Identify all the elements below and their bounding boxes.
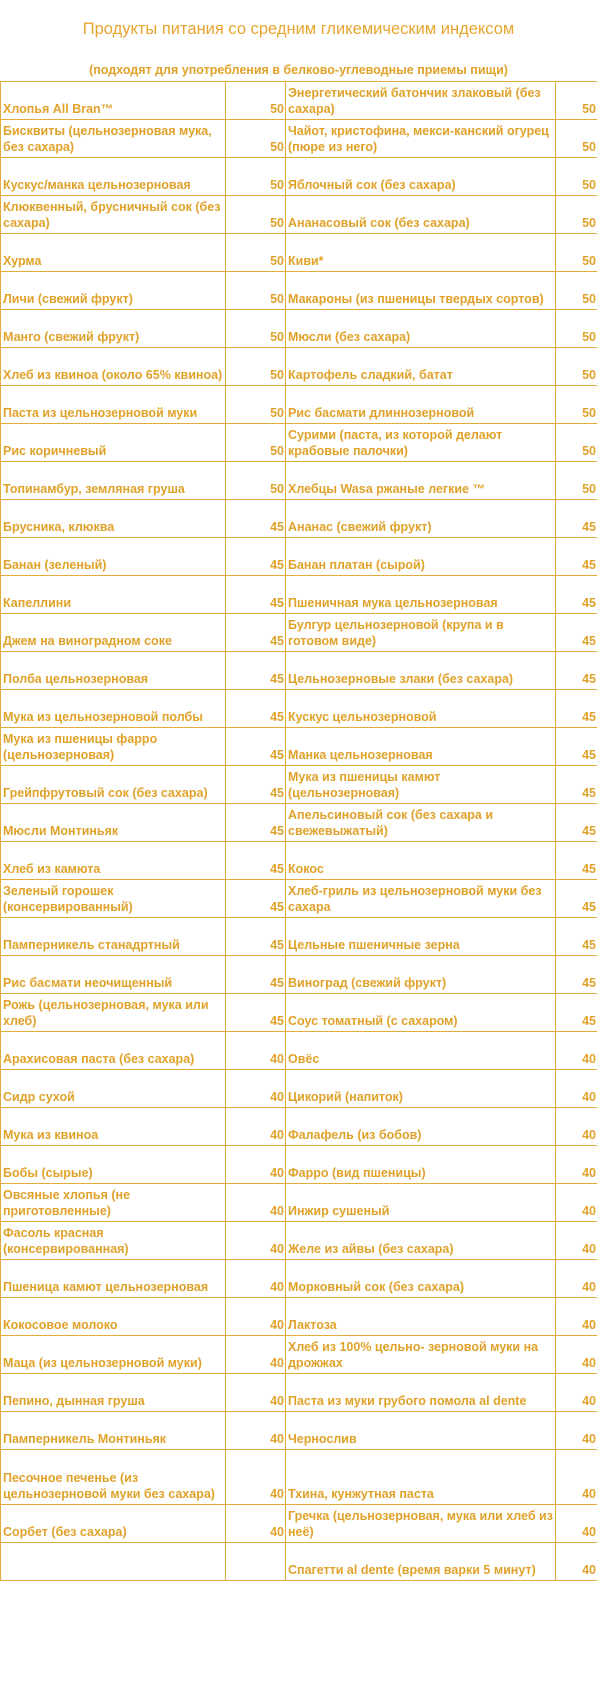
food-name-right: Пшеничная мука цельнозерновая [286,576,556,614]
gi-value-left: 45 [226,880,286,918]
table-row [1,880,597,918]
gi-value-left: 45 [226,500,286,538]
gi-value-left: 45 [226,804,286,842]
gi-value-right: 40 [556,1222,597,1260]
gi-value-right: 50 [556,120,597,158]
food-name-right: Киви* [286,234,556,272]
gi-value-right: 40 [556,1412,597,1450]
table-row [1,500,597,538]
gi-value-left: 45 [226,538,286,576]
gi-value-right: 40 [556,1298,597,1336]
food-name-left: Манго (свежий фрукт) [1,310,226,348]
food-name-right: Манка цельнозерновая [286,728,556,766]
gi-value-right: 40 [556,1146,597,1184]
page-title: Продукты питания со средним гликемическим индексом [82,20,515,38]
gi-value-left: 45 [226,652,286,690]
gi-value-right: 40 [556,1543,597,1581]
table-row [1,310,597,348]
gi-value-right: 50 [556,272,597,310]
food-name-left: Мука из пшеницы фарро (цельнозерновая) [1,728,226,766]
gi-value-right: 40 [556,1260,597,1298]
gi-value-left: 50 [226,424,286,462]
food-name-right: Чернослив [286,1412,556,1450]
food-name-right: Макароны (из пшеницы твердых сортов) [286,272,556,310]
gi-value-left: 50 [226,158,286,196]
food-name-left: Фасоль красная (консервированная) [1,1222,226,1260]
food-name-left: Бисквиты (цельнозерновая мука, без сахара) [1,120,226,158]
gi-value-left: 40 [226,1070,286,1108]
food-name-left: Полба цельнозерновая [1,652,226,690]
food-name-left: Пепино, дынная груша [1,1374,226,1412]
table-row [1,1260,597,1298]
food-name-left: Паста из цельнозерновой муки [1,386,226,424]
table-row [1,918,597,956]
food-name-left: Кокосовое молоко [1,1298,226,1336]
food-name-right: Фалафель (из бобов) [286,1108,556,1146]
table-row [1,1146,597,1184]
gi-value-left: 40 [226,1146,286,1184]
food-name-left: Маца (из цельнозерновой муки) [1,1336,226,1374]
table-row [1,348,597,386]
table-row [1,120,597,158]
table-row [1,1543,597,1581]
gi-value-left: 45 [226,728,286,766]
table-row [1,1505,597,1543]
gi-value-right: 50 [556,234,597,272]
food-name-right: Желе из айвы (без сахара) [286,1222,556,1260]
table-row [1,1374,597,1412]
table-row [1,842,597,880]
food-name-left: Джем на виноградном соке [1,614,226,652]
food-name-right: Инжир сушеный [286,1184,556,1222]
gi-value-left: 50 [226,120,286,158]
food-name-left: Пшеница камют цельнозерновая [1,1260,226,1298]
food-name-right: Яблочный сок (без сахара) [286,158,556,196]
food-name-right: Цельные пшеничные зерна [286,918,556,956]
gi-value-right: 50 [556,82,597,120]
table-row [1,386,597,424]
gi-value-left: 40 [226,1184,286,1222]
food-name-right: Спагетти al dente (время варки 5 минут) [286,1543,556,1581]
gi-value-left: 40 [226,1032,286,1070]
table-row [1,994,597,1032]
food-name-left: Песочное печенье (из цельнозерновой муки без сахара) [1,1450,226,1505]
gi-value-right: 45 [556,500,597,538]
food-name-left: Клюквенный, брусничный сок (без сахара) [1,196,226,234]
food-name-left: Хлеб из квиноа (около 65% квиноа) [1,348,226,386]
food-name-left: Рожь (цельнозерновая, мука или хлеб) [1,994,226,1032]
food-name-left: Брусника, клюква [1,500,226,538]
gi-value-right: 40 [556,1450,597,1505]
gi-value-left: 50 [226,272,286,310]
gi-value-left: 50 [226,386,286,424]
gi-value-right: 50 [556,424,597,462]
food-name-right: Булгур цельнозерновой (крупа и в готовом виде) [286,614,556,652]
gi-value-right: 45 [556,804,597,842]
gi-value-right: 45 [556,728,597,766]
gi-value-right: 45 [556,918,597,956]
gi-value-left: 50 [226,196,286,234]
gi-value-right: 40 [556,1070,597,1108]
food-name-right: Кокос [286,842,556,880]
food-name-right: Чайот, кристофина, мекси-канский огурец (пюре из него) [286,120,556,158]
table-row [1,956,597,994]
gi-value-left: 40 [226,1374,286,1412]
food-name-left: Сорбет (без сахара) [1,1505,226,1543]
table-row [1,1450,597,1505]
gi-value-right: 40 [556,1032,597,1070]
food-name-right: Соус томатный (с сахаром) [286,994,556,1032]
food-name-left: Памперникель Монтиньяк [1,1412,226,1450]
gi-value-right: 50 [556,348,597,386]
food-name-right: Паста из муки грубого помола al dente [286,1374,556,1412]
food-name-left: Хлеб из камюта [1,842,226,880]
gi-value-right: 50 [556,158,597,196]
food-name-right: Энергетический батончик злаковый (без сахара) [286,82,556,120]
gi-value-right: 45 [556,614,597,652]
gi-value-left: 45 [226,918,286,956]
table-row [1,728,597,766]
food-name-right: Виноград (свежий фрукт) [286,956,556,994]
gi-value-right: 50 [556,462,597,500]
table-row [1,576,597,614]
food-name-left: Сидр сухой [1,1070,226,1108]
food-name-right: Картофель сладкий, батат [286,348,556,386]
table-row [1,1412,597,1450]
gi-table-body [1,82,597,1581]
gi-value-right: 45 [556,576,597,614]
food-name-right: Мюсли (без сахара) [286,310,556,348]
food-name-left: Капеллини [1,576,226,614]
food-name-right: Лактоза [286,1298,556,1336]
gi-value-left: 40 [226,1505,286,1543]
gi-table [0,81,597,1581]
gi-value-left: 40 [226,1336,286,1374]
gi-value-right: 50 [556,386,597,424]
food-name-left: Бобы (сырые) [1,1146,226,1184]
table-row [1,1108,597,1146]
table-row [1,766,597,804]
gi-value-left: 45 [226,842,286,880]
gi-value-right: 50 [556,196,597,234]
gi-value-right: 45 [556,880,597,918]
table-row [1,272,597,310]
food-name-right: Тхина, кунжутная паста [286,1450,556,1505]
food-name-right: Кускус цельнозерновой [286,690,556,728]
food-name-left: Зеленый горошек (консервированный) [1,880,226,918]
table-row [1,1070,597,1108]
gi-value-right: 40 [556,1184,597,1222]
gi-value-right: 45 [556,766,597,804]
food-name-right: Ананасовый сок (без сахара) [286,196,556,234]
food-name-right: Хлебцы Wasa ржаные легкие ™ [286,462,556,500]
table-row [1,1222,597,1260]
table-row [1,1032,597,1070]
food-name-left: Топинамбур, земляная груша [1,462,226,500]
table-row [1,158,597,196]
gi-value-right: 45 [556,538,597,576]
table-row [1,424,597,462]
table-row [1,1336,597,1374]
food-name-left: Мюсли Монтиньяк [1,804,226,842]
gi-value-right: 40 [556,1336,597,1374]
gi-value-left: 50 [226,234,286,272]
gi-value-left: 40 [226,1412,286,1450]
food-name-right: Овёс [286,1032,556,1070]
table-row [1,1298,597,1336]
gi-value-left: 45 [226,994,286,1032]
food-name-left: Мука из квиноа [1,1108,226,1146]
table-row [1,462,597,500]
food-name-right: Хлеб-гриль из цельнозерновой муки без сахара [286,880,556,918]
gi-value-left: 45 [226,576,286,614]
gi-value-left: 40 [226,1260,286,1298]
gi-value-left: 50 [226,82,286,120]
food-name-right: Морковный сок (без сахара) [286,1260,556,1298]
food-name-right: Апельсиновый сок (без сахара и свежевыжатый) [286,804,556,842]
gi-value-right: 45 [556,690,597,728]
gi-value-right: 45 [556,994,597,1032]
food-name-left: Мука из цельнозерновой полбы [1,690,226,728]
food-name-left: Грейпфрутовый сок (без сахара) [1,766,226,804]
gi-value-left: 50 [226,310,286,348]
gi-value-right: 45 [556,842,597,880]
gi-value-left: 40 [226,1298,286,1336]
table-row [1,804,597,842]
page-subtitle: (подходят для употребления в белково-углеводные приемы пищи) [89,63,508,77]
gi-value-left: 40 [226,1222,286,1260]
gi-value-right: 45 [556,956,597,994]
gi-value-right: 50 [556,310,597,348]
food-name-left: Арахисовая паста (без сахара) [1,1032,226,1070]
table-row [1,196,597,234]
food-name-left: Личи (свежий фрукт) [1,272,226,310]
table-row [1,82,597,120]
food-name-right: Хлеб из 100% цельно- зерновой муки на дрожжах [286,1336,556,1374]
gi-value-left: 45 [226,956,286,994]
food-name-right: Ананас (свежий фрукт) [286,500,556,538]
food-name-right: Мука из пшеницы камют (цельнозерновая) [286,766,556,804]
gi-value-left: 45 [226,614,286,652]
food-name-left: Хурма [1,234,226,272]
food-name-left [1,1543,226,1581]
gi-value-left: 45 [226,690,286,728]
gi-value-right: 45 [556,652,597,690]
food-name-right: Сурими (паста, из которой делают крабовые палочки) [286,424,556,462]
food-name-left: Рис басмати неочищенный [1,956,226,994]
gi-value-right: 40 [556,1505,597,1543]
food-name-left: Хлопья All Bran™ [1,82,226,120]
gi-value-right: 40 [556,1108,597,1146]
table-row [1,652,597,690]
table-row [1,538,597,576]
food-name-right: Цельнозерновые злаки (без сахара) [286,652,556,690]
food-name-right: Цикорий (напиток) [286,1070,556,1108]
food-name-left: Кускус/манка цельнозерновая [1,158,226,196]
table-row [1,1184,597,1222]
table-row [1,234,597,272]
food-name-left: Рис коричневый [1,424,226,462]
table-row [1,614,597,652]
food-name-right: Фарро (вид пшеницы) [286,1146,556,1184]
food-name-right: Рис басмати длиннозерновой [286,386,556,424]
gi-value-right: 40 [556,1374,597,1412]
gi-value-left: 45 [226,766,286,804]
food-name-right: Гречка (цельнозерновая, мука или хлеб из неё) [286,1505,556,1543]
table-row [1,690,597,728]
food-name-left: Памперникель станадртный [1,918,226,956]
gi-value-left [226,1543,286,1581]
gi-value-left: 50 [226,462,286,500]
food-name-right: Банан платан (сырой) [286,538,556,576]
food-name-left: Овсяные хлопья (не приготовленные) [1,1184,226,1222]
gi-value-left: 40 [226,1108,286,1146]
gi-value-left: 50 [226,348,286,386]
food-name-left: Банан (зеленый) [1,538,226,576]
gi-value-left: 40 [226,1450,286,1505]
